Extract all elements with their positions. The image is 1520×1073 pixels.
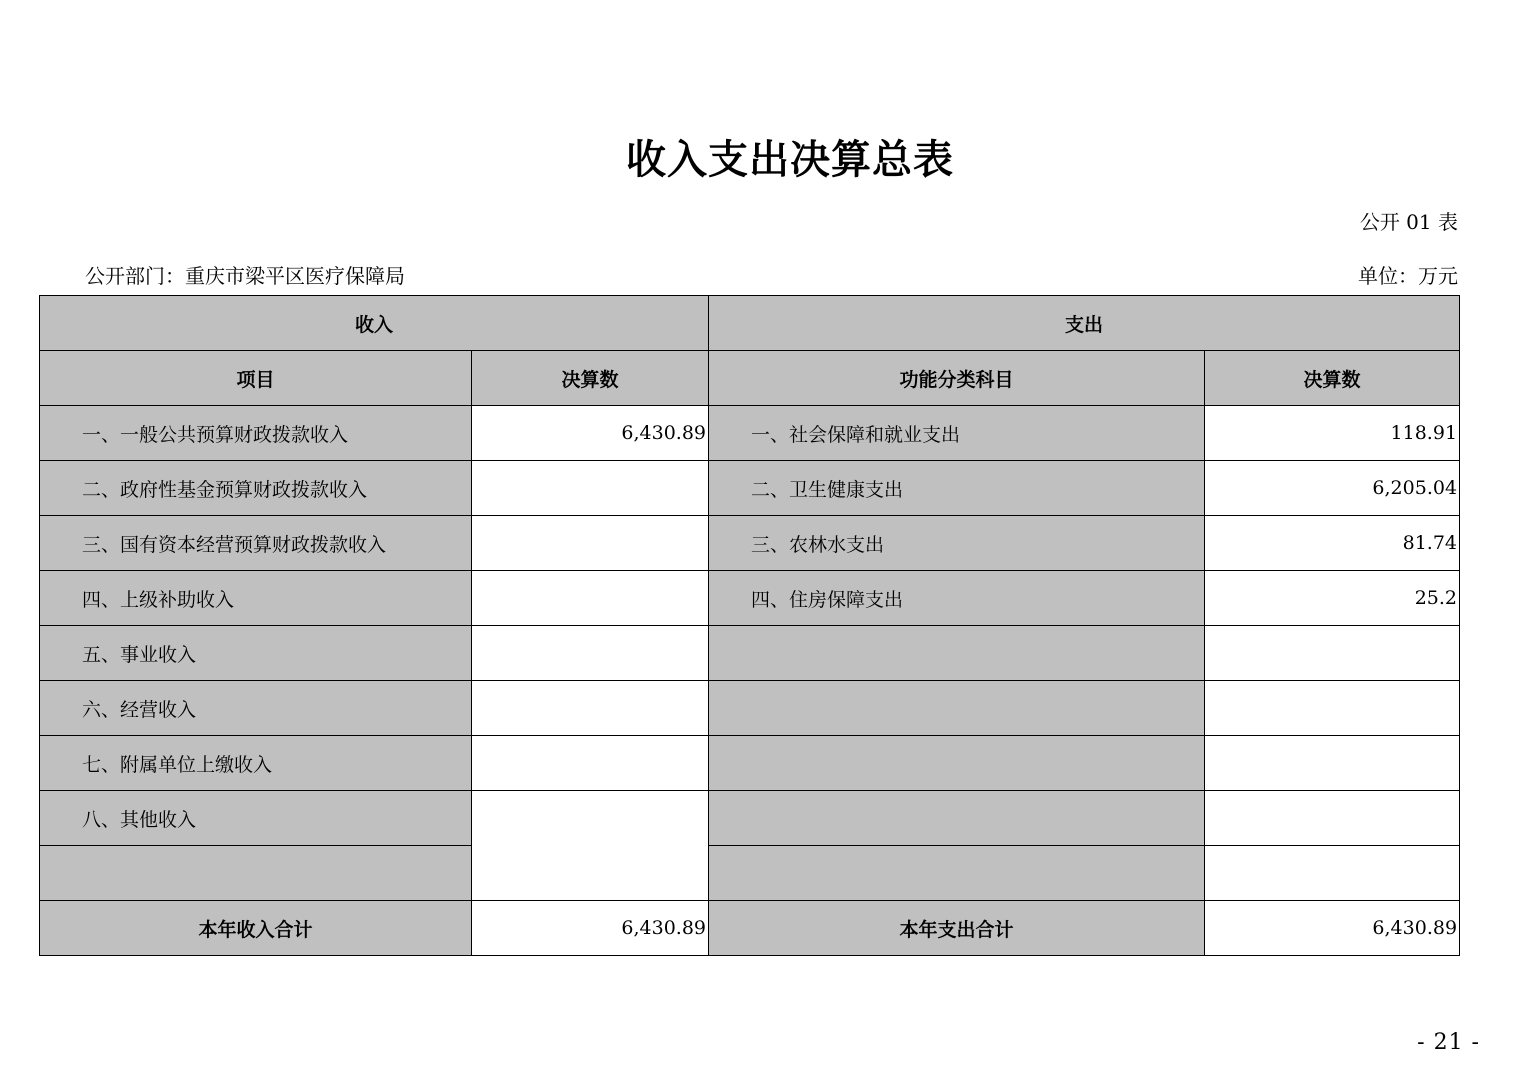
- table-row: [40, 791, 1460, 846]
- expense-amount-header: 决算数: [1205, 351, 1460, 406]
- table-row: [40, 571, 1460, 626]
- expense-amount-cell: 118.91: [1205, 406, 1460, 461]
- expense-amount-cell: 25.2: [1205, 571, 1460, 626]
- income-amount-cell: [472, 681, 709, 736]
- income-amount-cell: [472, 736, 709, 791]
- income-item-cell: 六、经营收入: [40, 681, 472, 736]
- expense-item-header: 功能分类科目: [709, 351, 1205, 406]
- expense-amount-cell: [1205, 846, 1460, 901]
- expense-item-cell: 四、住房保障支出: [709, 571, 1205, 626]
- income-expense-table: [39, 295, 1460, 956]
- expense-amount-cell: [1205, 736, 1460, 791]
- expense-item-cell: 三、农林水支出: [709, 516, 1205, 571]
- income-header: 收入: [40, 296, 709, 351]
- expense-item-cell: [709, 736, 1205, 791]
- income-item-cell: 八、其他收入: [40, 791, 472, 846]
- expense-total-label: 本年支出合计: [709, 901, 1205, 956]
- table-header-row-1: [40, 296, 1460, 351]
- expense-item-cell: [709, 626, 1205, 681]
- department-label: 公开部门：重庆市梁平区医疗保障局: [85, 264, 405, 288]
- expense-amount-cell: 6,205.04: [1205, 461, 1460, 516]
- form-number: 公开 01 表: [1359, 210, 1458, 234]
- expense-amount-cell: [1205, 626, 1460, 681]
- income-total-label: 本年收入合计: [40, 901, 472, 956]
- expense-amount-cell: 81.74: [1205, 516, 1460, 571]
- income-item-cell: 一、一般公共预算财政拨款收入: [40, 406, 472, 461]
- income-amount-cell: [472, 516, 709, 571]
- income-amount-cell: [472, 791, 709, 901]
- income-item-header: 项目: [40, 351, 472, 406]
- table-header-row-2: [40, 351, 1460, 406]
- income-amount-cell: [472, 626, 709, 681]
- income-item-cell: 二、政府性基金预算财政拨款收入: [40, 461, 472, 516]
- expense-total-amount: 6,430.89: [1205, 901, 1460, 956]
- income-item-cell: 三、国有资本经营预算财政拨款收入: [40, 516, 472, 571]
- expense-item-cell: [709, 846, 1205, 901]
- income-item-cell: 四、上级补助收入: [40, 571, 472, 626]
- table-row: [40, 516, 1460, 571]
- income-amount-header: 决算数: [472, 351, 709, 406]
- table-row: [40, 736, 1460, 791]
- income-total-amount: 6,430.89: [472, 901, 709, 956]
- income-item-cell: 七、附属单位上缴收入: [40, 736, 472, 791]
- expense-amount-cell: [1205, 791, 1460, 846]
- expense-item-cell: [709, 681, 1205, 736]
- page-title: 收入支出决算总表: [626, 136, 954, 183]
- income-item-cell: [40, 846, 472, 901]
- expense-amount-cell: [1205, 681, 1460, 736]
- expense-item-cell: 一、社会保障和就业支出: [709, 406, 1205, 461]
- page-number: - 21 -: [1417, 1030, 1480, 1055]
- table-row: [40, 846, 1460, 901]
- unit-label: 单位：万元: [1358, 264, 1458, 288]
- income-amount-cell: [472, 461, 709, 516]
- table-row: [40, 626, 1460, 681]
- income-amount-cell: [472, 571, 709, 626]
- expense-header: 支出: [709, 296, 1460, 351]
- table-row: [40, 681, 1460, 736]
- income-amount-cell: 6,430.89: [472, 406, 709, 461]
- totals-row: [40, 901, 1460, 956]
- table-row: [40, 406, 1460, 461]
- income-item-cell: 五、事业收入: [40, 626, 472, 681]
- table-row: [40, 461, 1460, 516]
- expense-item-cell: 二、卫生健康支出: [709, 461, 1205, 516]
- expense-item-cell: [709, 791, 1205, 846]
